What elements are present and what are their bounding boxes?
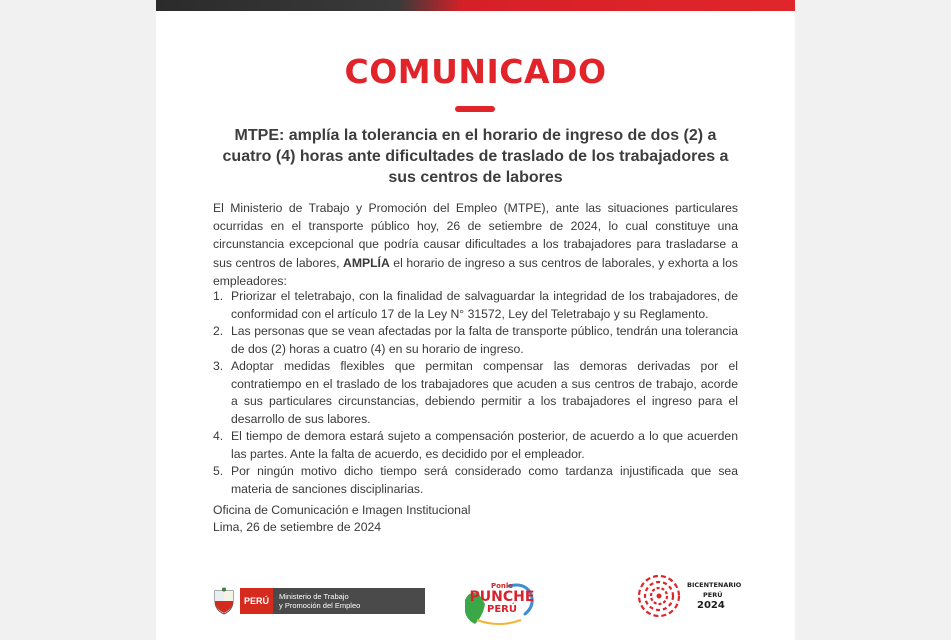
punche-line2: PUNCHE (469, 589, 535, 605)
list-item-text: El tiempo de demora estará sujeto a compensación posterior, de acuerdo a lo que acuerden las partes. Ante la falta de acuerdo, es decidido por el empleador. (231, 429, 738, 461)
mtpe-ministry-line1: Ministerio de Trabajo (279, 592, 349, 601)
bicentenario-logo (637, 574, 741, 618)
punche-text (467, 582, 537, 615)
title-underline (455, 106, 495, 112)
measures-list (213, 288, 738, 498)
list-item-text: Por ningún motivo dicho tiempo será considerado como tardanza injustificada que sea materia de sanciones disciplinarias. (231, 464, 738, 496)
top-color-bar (156, 0, 795, 11)
signature-block (213, 502, 738, 536)
bicentenario-spiral-icon (637, 574, 681, 618)
punche-line1: Ponle (490, 582, 514, 590)
list-item (213, 288, 738, 323)
list-item-number: 2. (213, 324, 224, 338)
bicentenario-line1: BICENTENARIO (687, 581, 742, 589)
list-item-number: 3. (213, 359, 224, 373)
mtpe-logo (212, 586, 425, 616)
list-item (213, 358, 738, 428)
bicentenario-line2: PERÚ (703, 591, 723, 599)
ponle-punche-peru-logo (459, 576, 539, 630)
footer-logos (156, 572, 795, 632)
bicentenario-year: 2024 (697, 600, 725, 611)
punche-line3: PERÚ (487, 604, 517, 615)
bicentenario-text (687, 580, 741, 612)
mtpe-ministry-line2: y Promoción del Empleo (279, 601, 361, 610)
coat-of-arms-icon (212, 587, 236, 615)
list-item-text: Las personas que se vean afectadas por la falta de transporte público, tendrán una tolerancia de dos (2) horas a cuatro (4) en su horario de ingreso. (231, 324, 738, 356)
list-item-text: Adoptar medidas flexibles que permitan compensar las demoras derivadas por el contratiempo en el traslado de los trabajadores que acuden a sus centros de trabajo, acorde a sus particulares circunstancias, debiendo permitir a los trabajadores el ingreso para el desarrollo de sus labores. (231, 359, 738, 426)
signature-place-date: Lima, 26 de setiembre de 2024 (213, 520, 382, 534)
right-margin (795, 0, 951, 640)
list-item-number: 5. (213, 464, 224, 478)
list-item-text: Priorizar el teletrabajo, con la finalidad de salvaguardar la integridad de los trabajadores, de conformidad con el artículo 17 de la Ley N° 31572, Ley del Teletrabajo y su Reglamento. (231, 289, 738, 321)
intro-text-start: El Ministerio de Trabajo y Promoción del Empleo (MTPE), ante las situaciones particulares ocurridas en el transporte público hoy, 26 de setiembre de 2024, lo cual constituye una circunstancia excepcional que podría causar dificultades a los trabajadores para trasladarse a sus centros de labores, (213, 201, 738, 270)
list-item-number: 4. (213, 429, 224, 443)
left-margin (0, 0, 156, 640)
intro-paragraph (213, 199, 738, 290)
document-subtitle: MTPE: amplía la tolerancia en el horario de ingreso de dos (2) a cuatro (4) horas ante dificultades de traslado de los trabajadores a sus centros de labores (222, 127, 729, 186)
signature-office: Oficina de Comunicación e Imagen Institucional (213, 503, 471, 517)
document-title: COMUNICADO (344, 52, 607, 91)
mtpe-peru-label: PERÚ (240, 588, 273, 614)
intro-text-end: el horario de ingreso a sus centros de laborales, y exhorta a los empleadores: (213, 255, 738, 288)
document-sheet (156, 0, 795, 640)
intro-bold-word: AMPLÍA (343, 255, 390, 270)
list-item (213, 463, 738, 498)
list-item (213, 428, 738, 463)
list-item-number: 1. (213, 289, 224, 303)
list-item (213, 323, 738, 358)
mtpe-ministry-label (273, 588, 425, 614)
